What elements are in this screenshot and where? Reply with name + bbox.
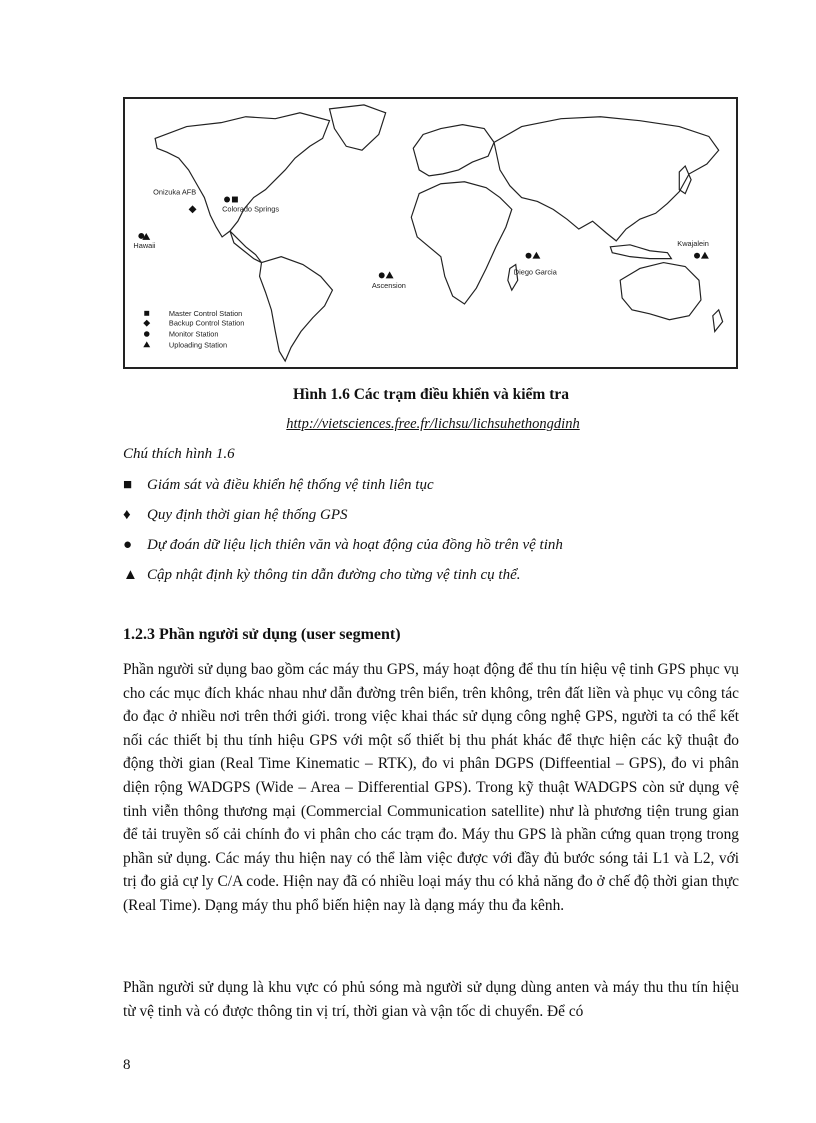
source-link[interactable]: http://vietsciences.free.fr/lichsu/lichsuhethongdinh	[286, 416, 580, 432]
colorado-springs-circle-marker	[224, 197, 230, 203]
triangle-bullet-icon: ▲	[123, 567, 138, 583]
note-text: Dự đoán dữ liệu lịch thiên văn và hoạt động của đồng hồ trên vệ tinh	[147, 537, 563, 553]
legend-square-icon	[144, 311, 149, 316]
station-label-colorado: Colorado Springs	[222, 204, 280, 214]
page-number: 8	[123, 1057, 131, 1073]
figure-caption: Hình 1.6 Các trạm điều khiển và kiểm tra	[293, 386, 569, 403]
notes-title: Chú thích hình 1.6	[123, 446, 235, 462]
onizuka-diamond-marker	[189, 205, 197, 213]
south-america-outline	[260, 257, 333, 361]
europe-outline	[413, 125, 494, 176]
diamond-bullet-icon: ♦	[123, 507, 131, 523]
diego-garcia-triangle-marker	[532, 252, 540, 259]
body-paragraph: Phần người sử dụng là khu vực có phủ sóng mà người sử dụng dùng anten và máy thu thu tín hiệu từ vệ tinh và có được thông tin vị trí, thời gian và vận tốc di chuyển. Để có	[123, 979, 739, 1020]
map-legend	[143, 309, 244, 350]
note-item	[123, 567, 520, 584]
note-item	[123, 507, 348, 524]
diego-garcia-circle-marker	[526, 253, 532, 259]
kwajalein-triangle-marker	[701, 252, 709, 259]
station-label-onizuka: Onizuka AFB	[153, 187, 197, 197]
new-zealand-outline	[713, 310, 723, 332]
square-bullet-icon: ■	[123, 477, 133, 493]
gps-station-map-figure	[123, 97, 738, 369]
station-label-hawaii: Hawaii	[133, 240, 156, 250]
indonesia-outline	[610, 245, 671, 259]
asia-outline	[494, 117, 719, 241]
note-item	[123, 537, 563, 554]
legend-diamond-icon	[143, 320, 150, 327]
legend-label-backup: Backup Control Station	[168, 318, 245, 328]
circle-bullet-icon: ●	[123, 537, 133, 553]
station-label-kwajalein: Kwajalein	[677, 238, 709, 248]
legend-circle-icon	[144, 331, 150, 337]
legend-label-master: Master Control Station	[168, 308, 243, 318]
body-paragraph: Phần người sử dụng bao gồm các máy thu GPS, máy hoạt động để thu tín hiệu vệ tinh GPS phục vụ cho các mục đích khác nhau như dẫn đường trên biển, trên không, trên đất liền và phục vụ công tác đo đạc ở nhiều nơi trên thới giới. trong việc khai thác sử dụng công nghệ GPS, người ta có thể kết nối các thiết bị thu tính hiệu GPS với một số thiết bị thu phát khác để thực hiện các kỹ thuật đo động thời gian (Real Time Kinematic – RTK), đo vi phân DGPS (Diffeential – GPS), đo vi phân diện rộng WADGPS (Wide – Area – Differential GPS). Trong kỹ thuật WADGPS còn sử dụng vệ tinh viễn thông thương mại (Commercial Communication satellite) như là phương tiện trung gian để tải truyền số cải chính đo vi phân cho các trạm đo. Máy thu GPS là phần cứng quan trọng trong phần sử dụng. Các máy thu hiện nay có thể làm việc được với đầy đủ bước sóng tải L1 và L2, với trị đo giả cự ly C/A code. Hiện nay đã có nhiều loại máy thu có khả năng đo ở chế độ thời gian thực (Real Time). Dạng máy thu phổ biến hiện nay là dạng máy thu đa kênh.	[123, 661, 739, 914]
section-heading: 1.2.3 Phần người sử dụng (user segment)	[123, 626, 401, 643]
note-item	[123, 477, 434, 494]
legend-triangle-icon	[143, 341, 150, 347]
africa-outline	[411, 182, 512, 304]
ascension-triangle-marker	[386, 271, 394, 278]
colorado-springs-square-marker	[232, 197, 238, 203]
australia-outline	[620, 263, 701, 320]
note-text: Giám sát và điều khiển hệ thống vệ tinh liên tục	[147, 477, 434, 493]
ascension-circle-marker	[379, 272, 385, 278]
world-map	[125, 99, 736, 367]
kwajalein-circle-marker	[694, 253, 700, 259]
greenland-outline	[330, 105, 386, 150]
central-america-outline	[230, 231, 262, 263]
station-label-ascension: Ascension	[371, 281, 406, 291]
station-label-diego-garcia: Diego Garcia	[513, 267, 557, 277]
note-text: Cập nhật định kỳ thông tin dẫn đường cho từng vệ tinh cụ thể.	[147, 567, 521, 583]
north-america-outline	[155, 113, 329, 237]
legend-label-monitor: Monitor Station	[168, 329, 219, 339]
legend-label-uploading: Uploading Station	[168, 340, 228, 350]
note-text: Quy định thời gian hệ thống GPS	[147, 507, 348, 523]
